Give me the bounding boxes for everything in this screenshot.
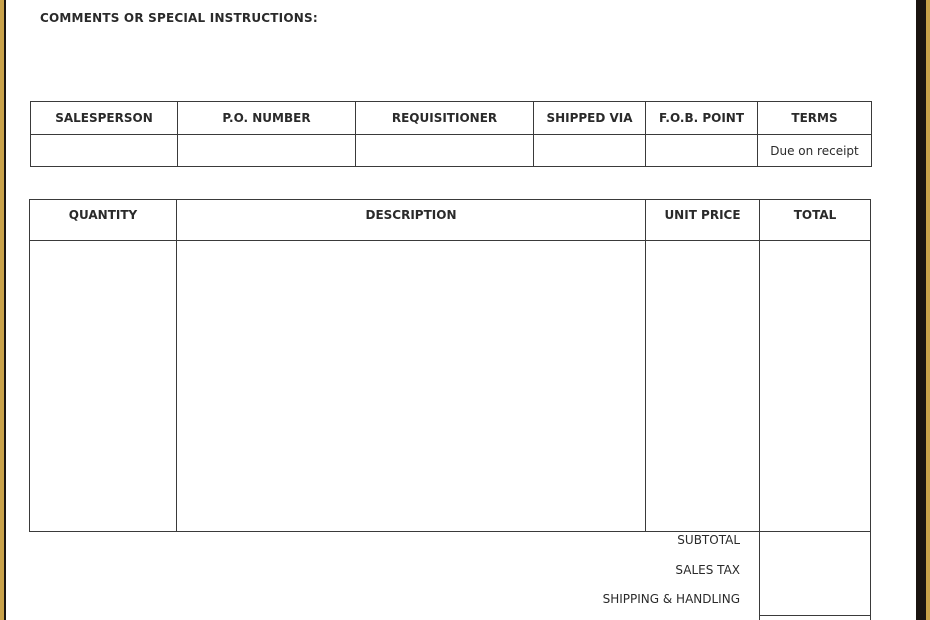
subtotal-label: SUBTOTAL <box>677 533 740 547</box>
totals-divider <box>760 615 870 616</box>
description-cell[interactable] <box>177 241 646 532</box>
comments-label: COMMENTS OR SPECIAL INSTRUCTIONS: <box>40 11 318 25</box>
header-po-number: P.O. NUMBER <box>178 102 356 135</box>
unit-price-cell[interactable] <box>646 241 760 532</box>
po-number-value[interactable] <box>178 135 356 167</box>
line-items-body <box>30 241 871 532</box>
header-shipped-via: SHIPPED VIA <box>534 102 646 135</box>
line-items-table <box>29 199 871 532</box>
order-info-header-row <box>31 102 872 135</box>
header-quantity: QUANTITY <box>30 200 177 241</box>
header-fob-point: F.O.B. POINT <box>646 102 758 135</box>
shipping-handling-label: SHIPPING & HANDLING <box>602 592 740 606</box>
header-terms: TERMS <box>758 102 872 135</box>
header-total: TOTAL <box>760 200 871 241</box>
order-info-value-row <box>31 135 872 167</box>
invoice-sheet <box>6 0 916 620</box>
header-requisitioner: REQUISITIONER <box>356 102 534 135</box>
salesperson-value[interactable] <box>31 135 178 167</box>
total-cell[interactable] <box>760 241 871 532</box>
fob-point-value[interactable] <box>646 135 758 167</box>
totals-column[interactable] <box>759 523 871 620</box>
requisitioner-value[interactable] <box>356 135 534 167</box>
terms-value[interactable]: Due on receipt <box>758 135 872 167</box>
shipped-via-value[interactable] <box>534 135 646 167</box>
line-items-header-row <box>30 200 871 241</box>
header-description: DESCRIPTION <box>177 200 646 241</box>
quantity-cell[interactable] <box>30 241 177 532</box>
sales-tax-label: SALES TAX <box>675 563 740 577</box>
order-info-table <box>30 101 872 167</box>
header-salesperson: SALESPERSON <box>31 102 178 135</box>
header-unit-price: UNIT PRICE <box>646 200 760 241</box>
